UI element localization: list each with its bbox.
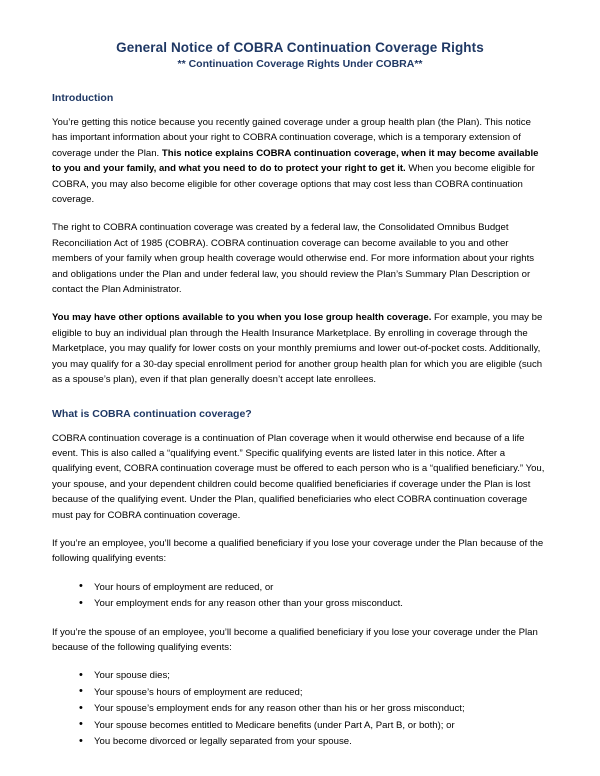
list-item: • You become divorced or legally separated from your spouse. bbox=[94, 734, 548, 749]
list-item: • Your employment ends for any reason other than your gross misconduct. bbox=[94, 596, 548, 611]
paragraph-intro-2 bbox=[52, 220, 548, 297]
bullet-list-spouse-events bbox=[52, 668, 548, 749]
body-text: If you’re an employee, you’ll become a qualified beneficiary if you lose your coverage under the Plan because of the following qualifying events: bbox=[52, 537, 544, 565]
body-text: The right to COBRA continuation coverage was created by a federal law, the Consolidated Omnibus Budget Reconciliation Act of 1985 (COBRA). COBRA continuation coverage can become available to you and other members of your family when group health coverage would otherwise end. For more information about your rights and obligations under the Plan and under federal law, you should review the Plan’s Summary Plan Description or contact the Plan Administrator. bbox=[52, 222, 535, 296]
emphasis-text: This notice explains COBRA continuation coverage, when it may become available to you and your family, and what you need to do to protect your right to get it. bbox=[52, 147, 539, 175]
body-text: When you become eligible for COBRA, you may also become eligible for other coverage options that may cost less than COBRA continuation coverage. bbox=[52, 163, 535, 206]
bullet-list-employee-events bbox=[52, 580, 548, 612]
body-text: You’re getting this notice because you recently gained coverage under a group health plan (the Plan). This notice has important information about your right to COBRA continuation coverage, which is a temporary extension of coverage under the Plan. bbox=[52, 117, 531, 159]
list-item: • Your spouse’s employment ends for any reason other than his or her gross misconduct; bbox=[94, 701, 548, 716]
paragraph-spouse-lead-in bbox=[52, 625, 548, 656]
section-heading-what-is-cobra: What is COBRA continuation coverage? bbox=[52, 407, 252, 420]
paragraph-intro-3 bbox=[52, 310, 548, 387]
list-item: • Your spouse dies; bbox=[94, 668, 548, 683]
page-title: General Notice of COBRA Continuation Coverage Rights bbox=[116, 40, 484, 55]
body-text: If you’re the spouse of an employee, you’ll become a qualified beneficiary if you lose your coverage under the Plan because of the following qualifying events: bbox=[52, 626, 538, 653]
list-item: • Your hours of employment are reduced, or bbox=[94, 580, 548, 595]
section-heading-introduction: Introduction bbox=[52, 92, 114, 104]
paragraph-cobra-definition bbox=[52, 431, 548, 523]
emphasis-text: You may have other options available to you when you lose group health coverage. bbox=[52, 312, 432, 324]
page-subtitle: ** Continuation Coverage Rights Under COBRA** bbox=[177, 58, 423, 70]
list-item: • Your spouse becomes entitled to Medicare benefits (under Part A, Part B, or both); or bbox=[94, 718, 548, 733]
body-text: COBRA continuation coverage is a continuation of Plan coverage when it would otherwise end because of a life event. This is also called a “qualifying event.” Specific qualifying events are listed later in this notice. After a qualifying event, COBRA continuation coverage must be offered to each person who is a “qualified beneficiary.” You, your spouse, and your dependent children could become qualified beneficiaries if coverage under the Plan is lost because of the qualifying event. Under the Plan, qualified beneficiaries who elect COBRA continuation coverage must pay for COBRA continuation coverage. bbox=[52, 432, 545, 521]
paragraph-employee-lead-in bbox=[52, 536, 548, 567]
list-item: • Your spouse’s hours of employment are reduced; bbox=[94, 685, 548, 700]
body-text: For example, you may be eligible to buy an individual plan through the Health Insurance Marketplace. By enrolling in coverage through the Marketplace, you may qualify for lower costs on your monthly premiums and lower out-of-pocket costs. Additionally, you may qualify for a 30-day special enrollment period for another group health plan for which you are eligible (such as a spouse’s plan), even if that plan generally doesn’t accept late enrollees. bbox=[52, 312, 543, 386]
paragraph-intro-1 bbox=[52, 115, 548, 207]
